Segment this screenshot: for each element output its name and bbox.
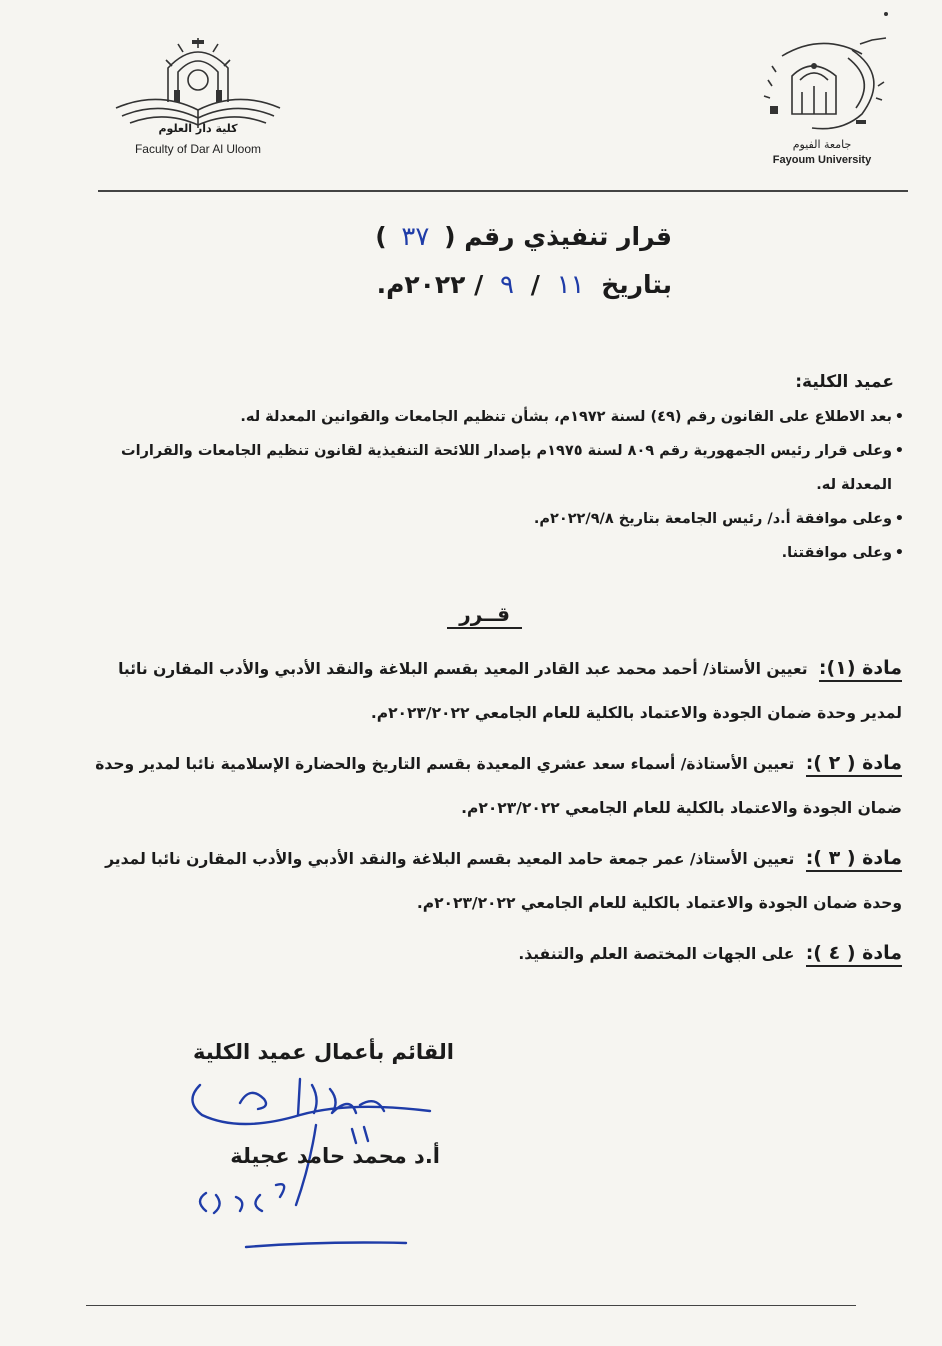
preamble-list (94, 400, 904, 570)
preamble-item: • وعلى موافقة أ.د/ رئيس الجامعة بتاريخ ٢٠٢٢/٩/٨م. (94, 502, 904, 536)
article-text: تعيين الأستاذة/ أسماء سعد عشري المعيدة بقسم التاريخ والحضارة الإسلامية نائبا لمدير وحدة ضمان الجودة والاعتماد بالكلية للعام الجامعي ٢٠٢٣/٢٠٢٢م. (95, 755, 902, 817)
decided-heading: قــرر (447, 602, 522, 629)
article-label: مادة (١): (819, 657, 902, 682)
article-label: مادة ( ٤ ): (806, 942, 902, 967)
decision-number: ٣٧ (401, 222, 430, 252)
preamble-item: • وعلى قرار رئيس الجمهورية رقم ٨٠٩ لسنة ١٩٧٥م بإصدار اللائحة التنفيذية لقانون تنظيم الجامعات والقرارات المعدلة له. (94, 434, 904, 502)
university-name-en: Fayoum University (772, 154, 872, 166)
date-month: ٩ (500, 270, 514, 300)
article-label: مادة ( ٢ ): (806, 752, 902, 777)
date-prefix: بتاريخ (601, 270, 672, 299)
faculty-name-en: Faculty of Dar Al Uloom (134, 142, 262, 156)
article-text: تعيين الأستاذ/ عمر جمعة حامد المعيد بقسم البلاغة والنقد الأدبي والأدب المقارن نائبا لمدير وحدة ضمان الجودة والاعتماد بالكلية للعام الجامعي ٢٠٢٣/٢٠٢٢م. (105, 850, 902, 912)
date-year: / ٢٠٢٢م. (376, 270, 484, 299)
article-3 (86, 836, 902, 925)
university-crescent-logo-icon (752, 36, 902, 136)
dean-label: عميد الكلية: (795, 372, 894, 392)
article-4 (86, 931, 902, 976)
decision-title (375, 222, 672, 252)
article-1 (86, 646, 902, 735)
article-label: مادة ( ٣ ): (806, 847, 902, 872)
preamble-item: • بعد الاطلاع على القانون رقم (٤٩) لسنة ١٩٧٢م، بشأن تنظيم الجامعات والقوانين المعدلة له. (94, 400, 904, 434)
decision-date (377, 270, 672, 300)
article-text: تعيين الأستاذ/ أحمد محمد عبد القادر المعيد بقسم البلاغة والنقد الأدبي والأدب المقارن نائبا لمدير وحدة ضمان الجودة والاعتماد بالكلية للعام الجامعي ٢٠٢٣/٢٠٢٢م. (118, 660, 902, 722)
decision-title-suffix: ) (375, 222, 387, 251)
article-text: على الجهات المختصة العلم والتنفيذ. (518, 945, 795, 963)
footer-divider (86, 1305, 856, 1306)
university-name-ar: جامعة الفيوم (792, 138, 852, 151)
date-separator: / (530, 270, 540, 299)
scan-speck (884, 12, 888, 16)
signatory-title: القائم بأعمال عميد الكلية (193, 1040, 454, 1064)
faculty-name-ar: كلية دار العلوم (158, 122, 238, 135)
date-day: ١١ (556, 270, 585, 300)
article-2 (86, 741, 902, 830)
signatory-name: أ.د محمد حامد عجيلة (230, 1144, 440, 1168)
preamble-item: • وعلى موافقتنا. (94, 536, 904, 570)
articles (86, 646, 902, 982)
header-divider (98, 190, 908, 192)
decision-title-prefix: قرار تنفيذي رقم ( (444, 222, 672, 251)
